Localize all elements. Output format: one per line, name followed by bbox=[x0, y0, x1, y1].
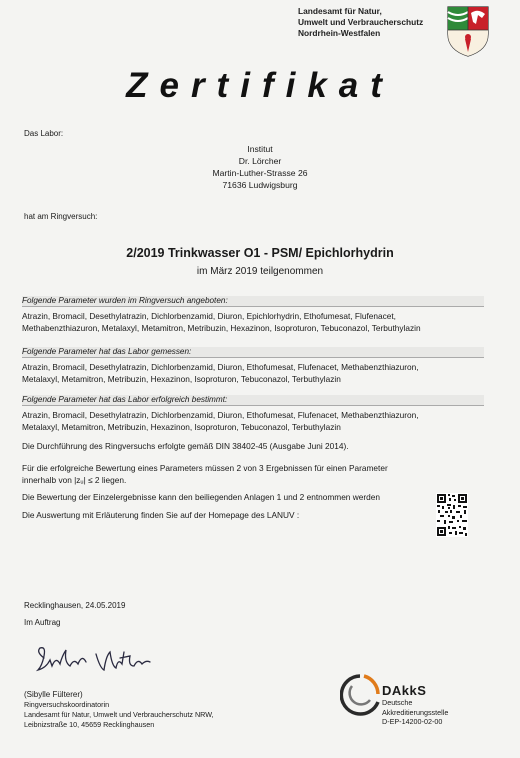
signer-address: Leibnizstraße 10, 45659 Recklinghausen bbox=[24, 720, 155, 729]
din-statement: Die Durchführung des Ringversuchs erfolgte gemäß DIN 38402-45 (Ausgabe Juni 2014). bbox=[22, 441, 349, 451]
evaluation-criteria: Für die erfolgreiche Bewertung eines Parameters müssen 2 von 3 Ergebnissen für einen Parameter innerhalb von |zᵤ| ≤ 2 liegen. bbox=[22, 463, 388, 485]
measured-parameters-heading: Folgende Parameter hat das Labor gemessen: bbox=[22, 347, 484, 358]
signer-name: (Sibylle Fülterer) bbox=[24, 690, 83, 699]
signer-org: Landesamt für Natur, Umwelt und Verbraucherschutz NRW, bbox=[24, 710, 214, 719]
participation-date: im März 2019 teilgenommen bbox=[196, 266, 324, 277]
website-statement: Die Auswertung mit Erläuterung finden Sie auf der Homepage des LANUV : bbox=[22, 510, 300, 520]
successful-parameters-heading: Folgende Parameter hat das Labor erfolgreich bestimmt: bbox=[22, 395, 484, 406]
certificate-title: Zertifikat bbox=[126, 66, 394, 105]
agency-name: Landesamt für Natur, Umwelt und Verbraucherschutz Nordrhein-Westfalen bbox=[298, 6, 424, 38]
signer-block bbox=[24, 690, 214, 730]
lab-label: Das Labor: bbox=[24, 129, 64, 138]
offered-parameters-list: Atrazin, Bromacil, Desethylatrazin, Dichlorbenzamid, Diuron, Epichlorhydrin, Ethofumesat, Flufenacet, Methabenzthiazuron, Metalaxyl, Metamitron, Metribuzin, Hexazinon, Isoproturon, Tebuconazol, Terbuthylazin bbox=[22, 311, 421, 334]
annex-statement: Die Bewertung der Einzelergebnisse kann den beiliegenden Anlagen 1 und 2 entnommen werden bbox=[22, 492, 380, 502]
nrw-coat-of-arms-icon bbox=[445, 4, 491, 58]
qr-code-icon[interactable] bbox=[436, 493, 468, 537]
dakks-accreditation: DAkkS Deutsche Akkreditierungsstelle D-EP-14200-02-00 bbox=[382, 683, 449, 726]
successful-parameters-list: Atrazin, Bromacil, Desethylatrazin, Dichlorbenzamid, Diuron, Ethofumesat, Flufenacet, Methabenzthiazuron, Metalaxyl, Metamitron, Metribuzin, Hexazinon, Isoproturon, Tebuconazol, Terbuthylazin bbox=[22, 410, 419, 433]
lab-address: Institut Dr. Lörcher Martin-Luther-Strasse 26 71636 Ludwigsburg bbox=[212, 144, 308, 190]
participation-label: hat am Ringversuch: bbox=[24, 212, 98, 221]
dakks-logo-icon bbox=[340, 672, 382, 718]
handwritten-signature bbox=[30, 644, 160, 680]
signer-role: Ringversuchskoordinatorin bbox=[24, 700, 110, 709]
on-behalf: Im Auftrag bbox=[24, 618, 61, 627]
ring-test-title: 2/2019 Trinkwasser O1 - PSM/ Epichlorhydrin bbox=[126, 246, 394, 260]
measured-parameters-list: Atrazin, Bromacil, Desethylatrazin, Dichlorbenzamid, Diuron, Ethofumesat, Flufenacet, Methabenzthiazuron, Metalaxyl, Metamitron, Metribuzin, Hexazinon, Isoproturon, Tebuconazol, Terbuthylazin bbox=[22, 362, 419, 385]
dakks-registration-number: D-EP-14200-02-00 bbox=[382, 717, 443, 726]
offered-parameters-heading: Folgende Parameter wurden im Ringversuch angeboten: bbox=[22, 296, 484, 307]
place-date: Recklinghausen, 24.05.2019 bbox=[24, 601, 126, 610]
dakks-name: DAkkS bbox=[382, 683, 427, 698]
